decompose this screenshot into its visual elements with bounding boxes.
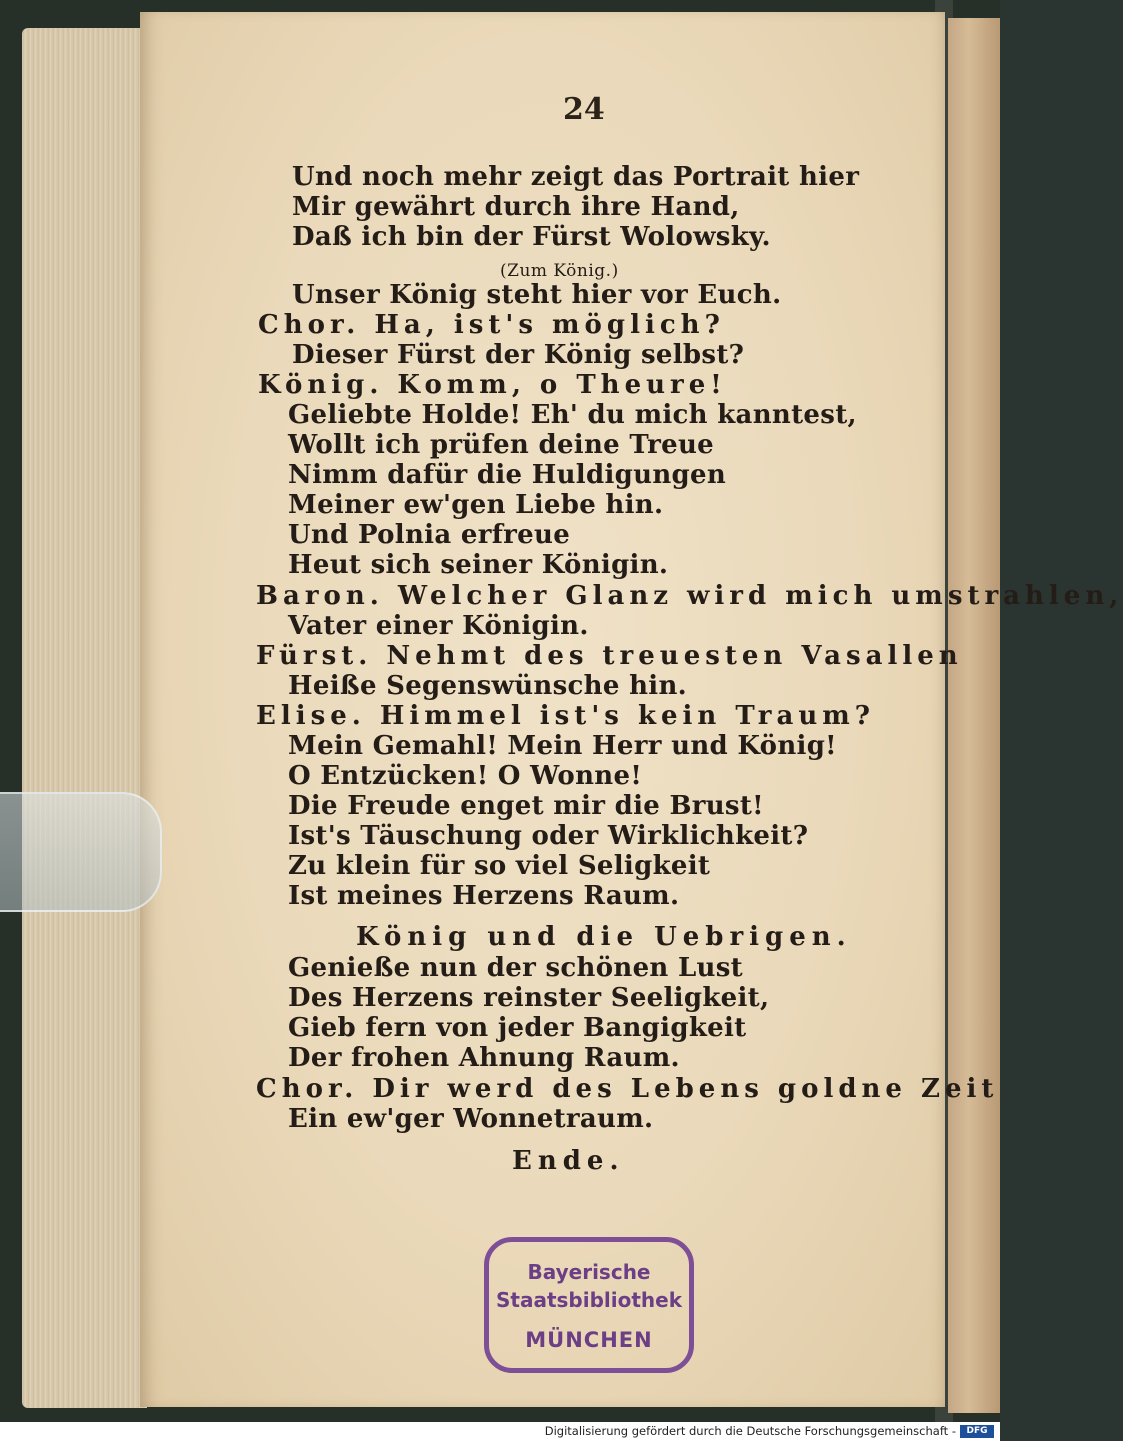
- speaker-line: König. Komm, o Theure!: [258, 370, 727, 400]
- verse-line: Dieser Fürst der König selbst?: [292, 340, 745, 370]
- end-mark: Ende.: [512, 1146, 625, 1176]
- book-page-edges: [22, 28, 147, 1408]
- footer-bar: [0, 1422, 1000, 1441]
- stamp-line: Bayerische: [527, 1260, 651, 1284]
- verse-line: Mir gewährt durch ihre Hand,: [292, 192, 740, 222]
- stamp-line: MÜNCHEN: [525, 1328, 653, 1352]
- verse-line: Heiße Segenswünsche hin.: [288, 671, 688, 701]
- verse-line: Die Freude enget mir die Brust!: [288, 791, 764, 821]
- verse-line: Daß ich bin der Fürst Wolowsky.: [292, 222, 771, 252]
- verse-line: Und noch mehr zeigt das Portrait hier: [292, 162, 860, 192]
- verse-line: Unser König steht hier vor Euch.: [292, 280, 782, 310]
- footer-credit: Digitalisierung gefördert durch die Deutsche Forschungsgemeinschaft -: [544, 1424, 956, 1438]
- verse-line: Meiner ew'gen Liebe hin.: [288, 490, 664, 520]
- page-number: 24: [563, 92, 605, 127]
- verse-line: Des Herzens reinster Seeligkeit,: [288, 983, 770, 1013]
- verse-line: Und Polnia erfreue: [288, 520, 571, 550]
- stage-direction: (Zum König.): [500, 261, 619, 281]
- verse-line: Heut sich seiner Königin.: [288, 550, 669, 580]
- verse-line: Genieße nun der schönen Lust: [288, 953, 743, 983]
- verse-line: O Entzücken! O Wonne!: [288, 761, 643, 791]
- verse-line: Vater einer Königin.: [288, 611, 589, 641]
- dfg-logo-icon: DFG: [960, 1425, 994, 1438]
- verse-line: Mein Gemahl! Mein Herr und König!: [288, 731, 837, 761]
- stamp-line: Staatsbibliothek: [495, 1288, 683, 1312]
- library-stamp: [484, 1237, 694, 1373]
- verse-line: Gieb fern von jeder Bangigkeit: [288, 1013, 747, 1043]
- speaker-line: Chor. Dir werd des Lebens goldne Zeit: [256, 1074, 999, 1104]
- verse-line: Geliebte Holde! Eh' du mich kanntest,: [288, 400, 857, 430]
- speaker-line: Fürst. Nehmt des treuesten Vasallen: [256, 641, 963, 671]
- verse-line: Nimm dafür die Huldigungen: [288, 460, 727, 490]
- verse-line: Der frohen Ahnung Raum.: [288, 1043, 680, 1073]
- speaker-line: Elise. Himmel ist's kein Traum?: [256, 701, 876, 731]
- section-heading: König und die Uebrigen.: [356, 922, 852, 952]
- verse-line: Zu klein für so viel Seligkeit: [288, 851, 711, 881]
- verse-line: Wollt ich prüfen deine Treue: [288, 430, 714, 460]
- speaker-line: Chor. Ha, ist's möglich?: [258, 310, 725, 340]
- verse-line: Ist meines Herzens Raum.: [288, 881, 680, 911]
- glass-clip: [0, 792, 162, 912]
- book-cover-edge: [948, 18, 1000, 1413]
- verse-line: Ist's Täuschung oder Wirklichkeit?: [288, 821, 809, 851]
- speaker-line: Baron. Welcher Glanz wird mich umstrahlen,: [256, 581, 1123, 611]
- verse-line: Ein ew'ger Wonnetraum.: [288, 1104, 654, 1134]
